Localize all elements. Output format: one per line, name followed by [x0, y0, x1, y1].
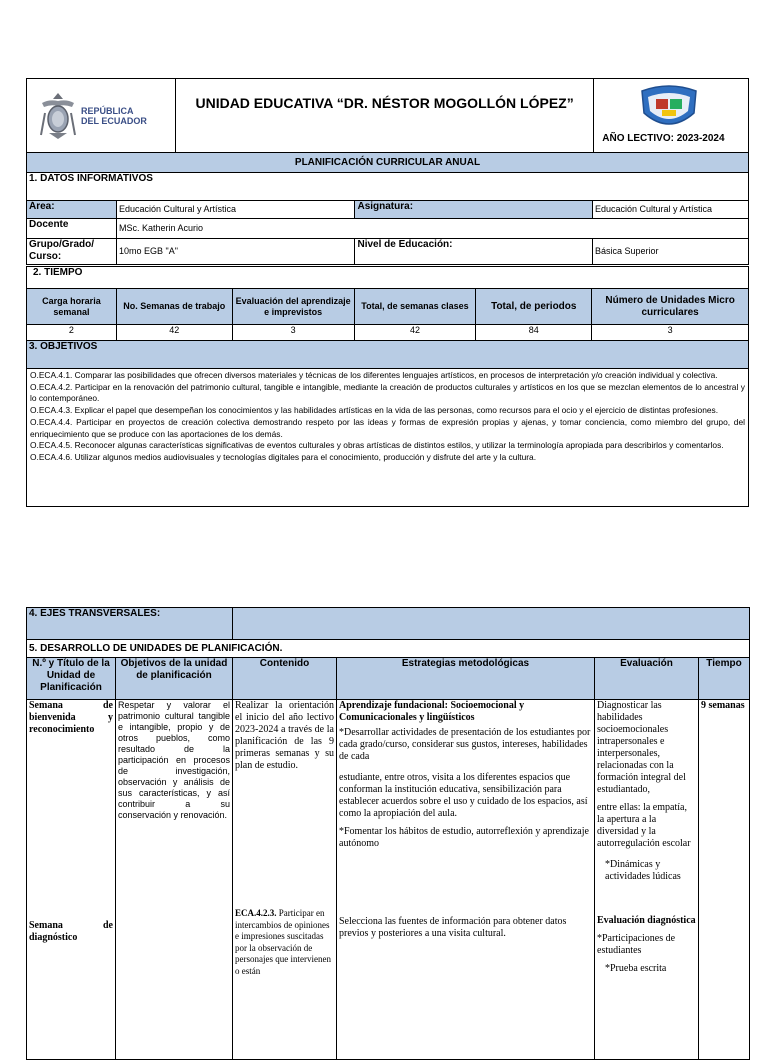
level-label: Nivel de Educación: — [355, 239, 593, 265]
objectives-cell — [27, 369, 749, 507]
units-header-objective: Objetivos de la unidad de planificación — [116, 658, 233, 700]
unit-objective: Respetar y valorar el patrimonio cultural tangible e intangible, propio y de otros pueblos, como resultado de la participación en procesos de investigación, observación y análisis de sus características, y así contribuir a su conservación y renovación. — [118, 700, 230, 820]
teacher-label: Docente — [27, 219, 117, 239]
strategy-p3: *Fomentar los hábitos de estudio, autorreflexión y aprendizaje autónomo — [339, 826, 589, 849]
units-header-strategy: Estrategias metodológicas — [337, 658, 595, 700]
teacher-value: MSc. Katherin Acurio — [117, 219, 749, 239]
evaluation-p1: Diagnosticar las habilidades socioemocionales intrapersonales e interpersonales, relacionadas con la formación integral del estudiantado, — [597, 700, 686, 795]
units-col-objective — [116, 700, 233, 1060]
units-header-content: Contenido — [233, 658, 337, 700]
units-col-content — [233, 700, 337, 1060]
school-logo-cell — [594, 79, 749, 153]
objective-item: O.ECA.4.3. Explicar el papel que desempeñan los conocimientos y las habilidades artísticas en la vida de las personas, como recursos para el ocio y el ejercicio de distintas profesiones. — [30, 405, 719, 416]
time-header-micro-units: Número de Unidades Micro curriculares — [592, 289, 749, 325]
section4-title: 4. EJES TRANSVERSALES: — [27, 608, 233, 640]
strategy-p1: *Desarrollar actividades de presentación de los estudiantes por cada grado/curso, considerar sus gustos, intereses, habilidades de cada — [339, 727, 591, 762]
ecuador-coat-of-arms-icon — [39, 91, 77, 141]
time-header-total-weeks: Total, de semanas clases — [354, 289, 476, 325]
unit-content-skill — [235, 908, 334, 977]
time-header-total-periods: Total, de periodos — [476, 289, 592, 325]
level-value: Básica Superior — [593, 239, 749, 265]
units-col-time — [699, 700, 750, 1060]
time-value-weekly-load: 2 — [27, 325, 117, 341]
school-year: AÑO LECTIVO: 2023-2024 — [602, 133, 725, 144]
evaluation-diagnostic-p2: *Prueba escrita — [605, 963, 667, 974]
section2-title: 2. TIEMPO — [27, 267, 749, 289]
time-value-evaluation: 3 — [232, 325, 354, 341]
time-table — [26, 266, 749, 507]
units-header-time: Tiempo — [699, 658, 750, 700]
group-value: 10mo EGB "A" — [117, 239, 355, 265]
strategy-p2: estudiante, entre otros, visita a los diferentes espacios que conforman la institución educativa, sensibilización para establecer acuerdos sobre el uso y cuidado de los espacios, así como la apropiación del aula. — [339, 772, 588, 819]
area-label: Área: — [27, 201, 117, 219]
objective-item: O.ECA.4.6. Utilizar algunos medios audiovisuales y tecnologías digitales para el conocimiento, producción y disfrute del arte y la cultura. — [30, 451, 537, 462]
evaluation-diagnostic-p1: *Participaciones de estudiantes — [597, 933, 676, 956]
section3-title: 3. OBJETIVOS — [27, 341, 749, 369]
time-header-weeks: No. Semanas de trabajo — [116, 289, 232, 325]
evaluation-diagnostic-title: Evaluación diagnóstica — [597, 915, 696, 926]
time-header-weekly-load: Carga horaria semanal — [27, 289, 117, 325]
subject-label: Asignatura: — [355, 201, 593, 219]
area-value: Educación Cultural y Artística — [117, 201, 355, 219]
republic-line2: DEL ECUADOR — [81, 115, 147, 126]
objective-item: O.ECA.4.1. Comparar las posibilidades que ofrecen diversos materiales y técnicas de los diferentes lenguajes artísticos, en procesos de interpretación y/o creación individual y colectiva. — [30, 370, 718, 380]
skill-code: ECA.4.2.3. — [235, 908, 277, 918]
time-value-micro-units: 3 — [592, 325, 749, 341]
objective-item: O.ECA.4.5. Reconocer algunas características significativas de eventos culturales y obras artísticas de distintos estilos, y utilizar la terminología apropiada para describirlos y comentarlos. — [30, 440, 724, 451]
section5-title: 5. DESARROLLO DE UNIDADES DE PLANIFICACIÓN. — [27, 640, 750, 658]
objective-item: O.ECA.4.2. Participar en la renovación del patrimonio cultural, tangible e intangible, mediante la creación de productos culturales y artísticos en los que se mezclan elementos de lo ancestral y lo contemporáneo. — [30, 381, 745, 404]
strategy-diagnostic: Selecciona las fuentes de información para obtener datos previos y posteriores a una visita cultural. — [339, 916, 567, 939]
units-table — [26, 607, 750, 1060]
unit-title-diagnostic: Semana de diagnóstico — [29, 920, 113, 943]
evaluation-p3: *Dinámicas y actividades lúdicas — [605, 859, 681, 882]
plan-title: PLANIFICACIÓN CURRICULAR ANUAL — [27, 153, 749, 173]
header-table — [26, 78, 749, 153]
time-value-total-periods: 84 — [476, 325, 592, 341]
group-label: Grupo/Grado/ Curso: — [27, 239, 117, 265]
section4-value — [233, 608, 750, 640]
units-header-unit: N.º y Título de la Unidad de Planificación — [27, 658, 116, 700]
time-header-evaluation: Evaluación del aprendizaje e imprevistos — [232, 289, 354, 325]
evaluation-p2: entre ellas: la empatía, la apertura a la diversidad y la autorregulación escolar — [597, 802, 691, 849]
units-col-unit — [27, 700, 116, 1060]
time-value-total-weeks: 42 — [354, 325, 476, 341]
units-col-evaluation — [595, 700, 699, 1060]
unit-content-orientation: Realizar la orientación el inicio del año lectivo 2023-2024 a través de la planificación de las 9 primeras semanas y su plan de estudio. — [235, 700, 334, 771]
time-value-weeks: 42 — [116, 325, 232, 341]
ecuador-logo-cell — [27, 79, 176, 153]
unit-title-welcome: Semana de bienvenida y reconocimiento — [29, 700, 113, 735]
units-header-evaluation: Evaluación — [595, 658, 699, 700]
annual-plan-table — [26, 152, 749, 265]
units-col-strategy — [337, 700, 595, 1060]
skill-text: Participar en intercambios de opiniones e impresiones suscitadas por la observación de personajes que intervienen o están — [235, 908, 331, 976]
school-name: UNIDAD EDUCATIVA “DR. NÉSTOR MOGOLLÓN LÓPEZ” — [175, 79, 593, 153]
objective-item: O.ECA.4.4. Participar en proyectos de creación colectiva demostrando respeto por las ideas y formas de expresión propias y ajenas, y tomar conciencia, como miembro del grupo, del enriquecimiento que se produce con las aportaciones de los demás. — [30, 416, 745, 439]
unit-time: 9 semanas — [701, 700, 745, 711]
school-crest-icon — [636, 83, 702, 131]
strategy-title: Aprendizaje fundacional: Socioemocional y Comunicacionales y lingüísticos — [339, 700, 525, 723]
section1-title: 1. DATOS INFORMATIVOS — [27, 173, 749, 201]
republic-line1: REPÚBLICA — [81, 105, 134, 116]
subject-value: Educación Cultural y Artística — [593, 201, 749, 219]
